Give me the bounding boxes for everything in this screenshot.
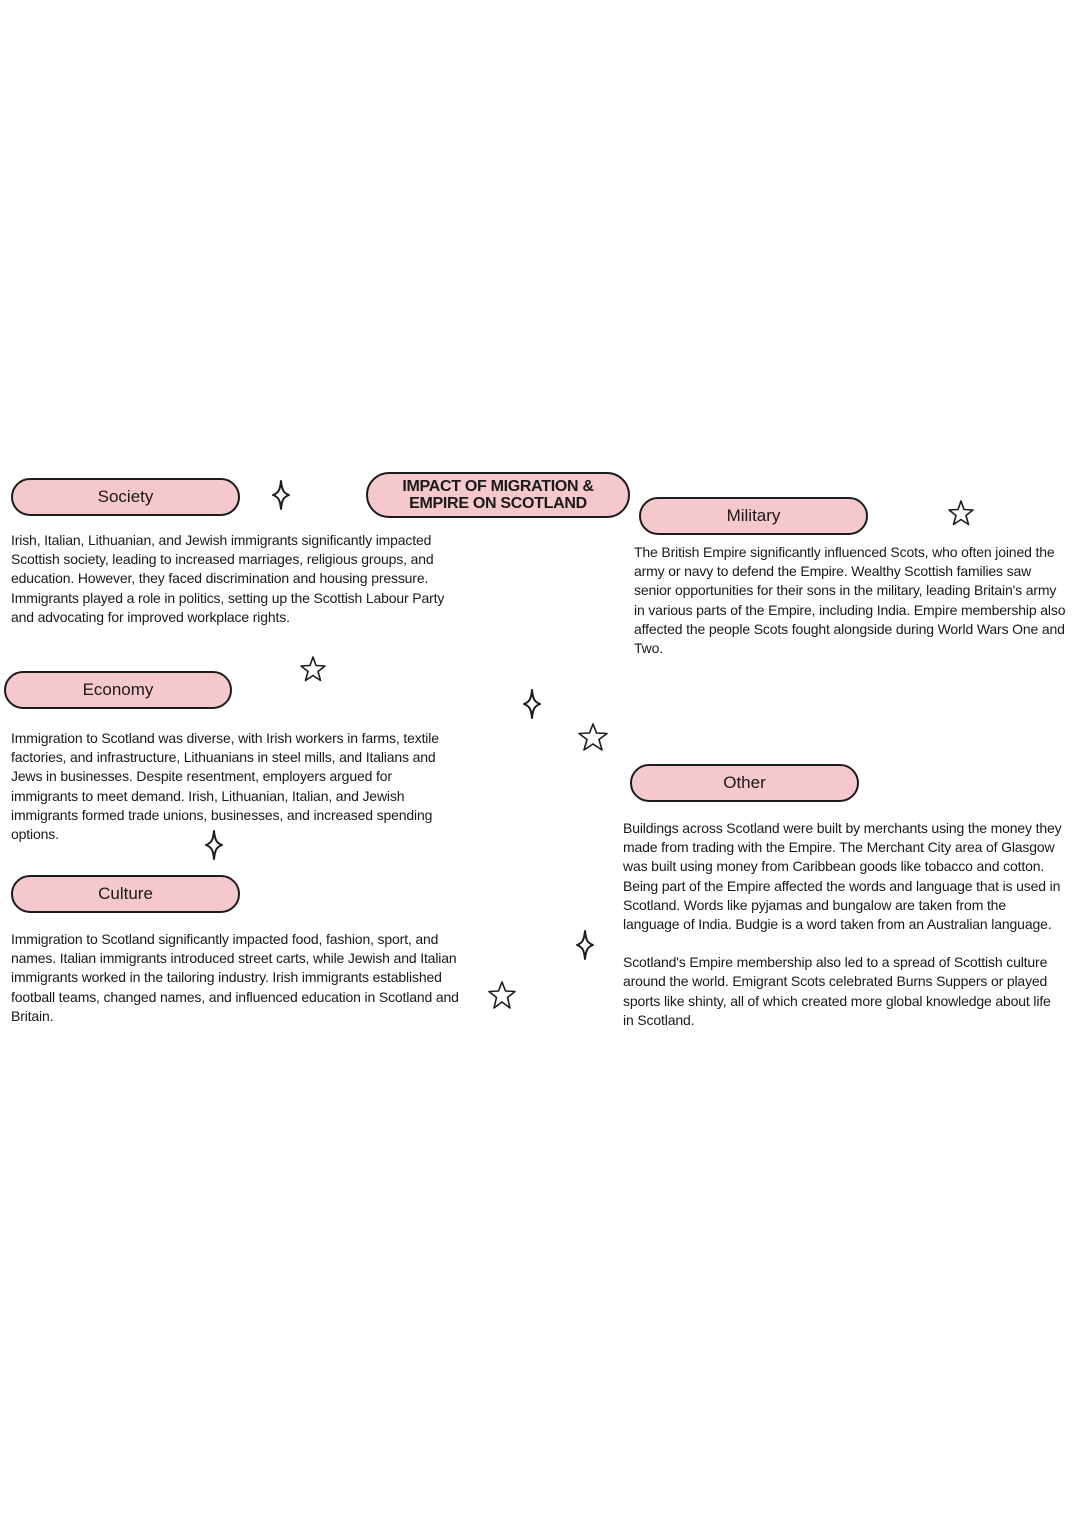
other-heading xyxy=(630,764,859,802)
sparkle-icon xyxy=(522,689,542,719)
culture-paragraph: Immigration to Scotland significantly impacted food, fashion, sport, and names. Italian immigrants introduced street carts, while Jewish and Italian immigrants worked in the tailoring industry. Irish immigrants established football teams, changed names, and influenced education in Scotland and Britain. xyxy=(11,931,459,1024)
title-line-2: EMPIRE ON SCOTLAND xyxy=(409,495,587,512)
economy-paragraph: Immigration to Scotland was diverse, with Irish workers in farms, textile factories, and infrastructure, Lithuanians in steel mills, and Italians and Jews in businesses. Despite resentment, employers argued for immigrants to meet demand. Irish, Lithuanian, Italian, and Jewish immigrants formed trade unions, businesses, and increased spending options. xyxy=(11,730,439,843)
culture-heading-label: Culture xyxy=(98,884,153,903)
society-text xyxy=(11,531,461,627)
society-paragraph: Irish, Italian, Lithuanian, and Jewish immigrants significantly impacted Scottish society, leading to increased marriages, religious groups, and education. However, they faced discrimination and housing pressure. Immigrants played a role in politics, setting up the Scottish Labour Party and advocating for improved workplace rights. xyxy=(11,532,445,625)
economy-text xyxy=(11,729,461,844)
culture-text xyxy=(11,930,461,1026)
military-heading xyxy=(639,497,868,535)
star-icon xyxy=(299,655,327,683)
sparkle-icon xyxy=(575,930,595,960)
star-icon xyxy=(577,722,609,752)
other-text xyxy=(623,819,1065,1030)
title-line-1: IMPACT OF MIGRATION & xyxy=(402,478,594,495)
sparkle-icon xyxy=(271,480,291,510)
society-heading-label: Society xyxy=(97,487,154,506)
other-paragraph-2: Scotland's Empire membership also led to a spread of Scottish culture around the world. Emigrant Scots celebrated Burns Suppers or played sports like shinty, all of which created more global knowledge about life in Scotland. xyxy=(623,954,1051,1028)
economy-heading-label: Economy xyxy=(82,680,154,699)
star-icon xyxy=(947,499,975,527)
military-heading-label: Military xyxy=(726,506,781,525)
other-heading-label: Other xyxy=(723,773,766,792)
society-heading xyxy=(11,478,240,516)
military-text xyxy=(634,543,1068,658)
economy-heading xyxy=(4,671,232,709)
culture-heading xyxy=(11,875,240,913)
page-title xyxy=(366,472,630,518)
sparkle-icon xyxy=(204,830,224,860)
star-icon xyxy=(487,980,517,1010)
military-paragraph: The British Empire significantly influenced Scots, who often joined the army or navy to defend the Empire. Wealthy Scottish families saw senior opportunities for their sons in the military, leading Britain's army in various parts of the Empire, including India. Empire membership also affected the people Scots fought alongside during World Wars One and Two. xyxy=(634,544,1066,657)
other-paragraph-1: Buildings across Scotland were built by merchants using the money they made from trading with the Empire. The Merchant City area of Glasgow was built using money from Caribbean goods like tobacco and cotton. Being part of the Empire affected the words and language that is used in Scotland. Words like pyjamas and bungalow are taken from the language of India. Budgie is a word taken from an Australian language. xyxy=(623,820,1062,933)
